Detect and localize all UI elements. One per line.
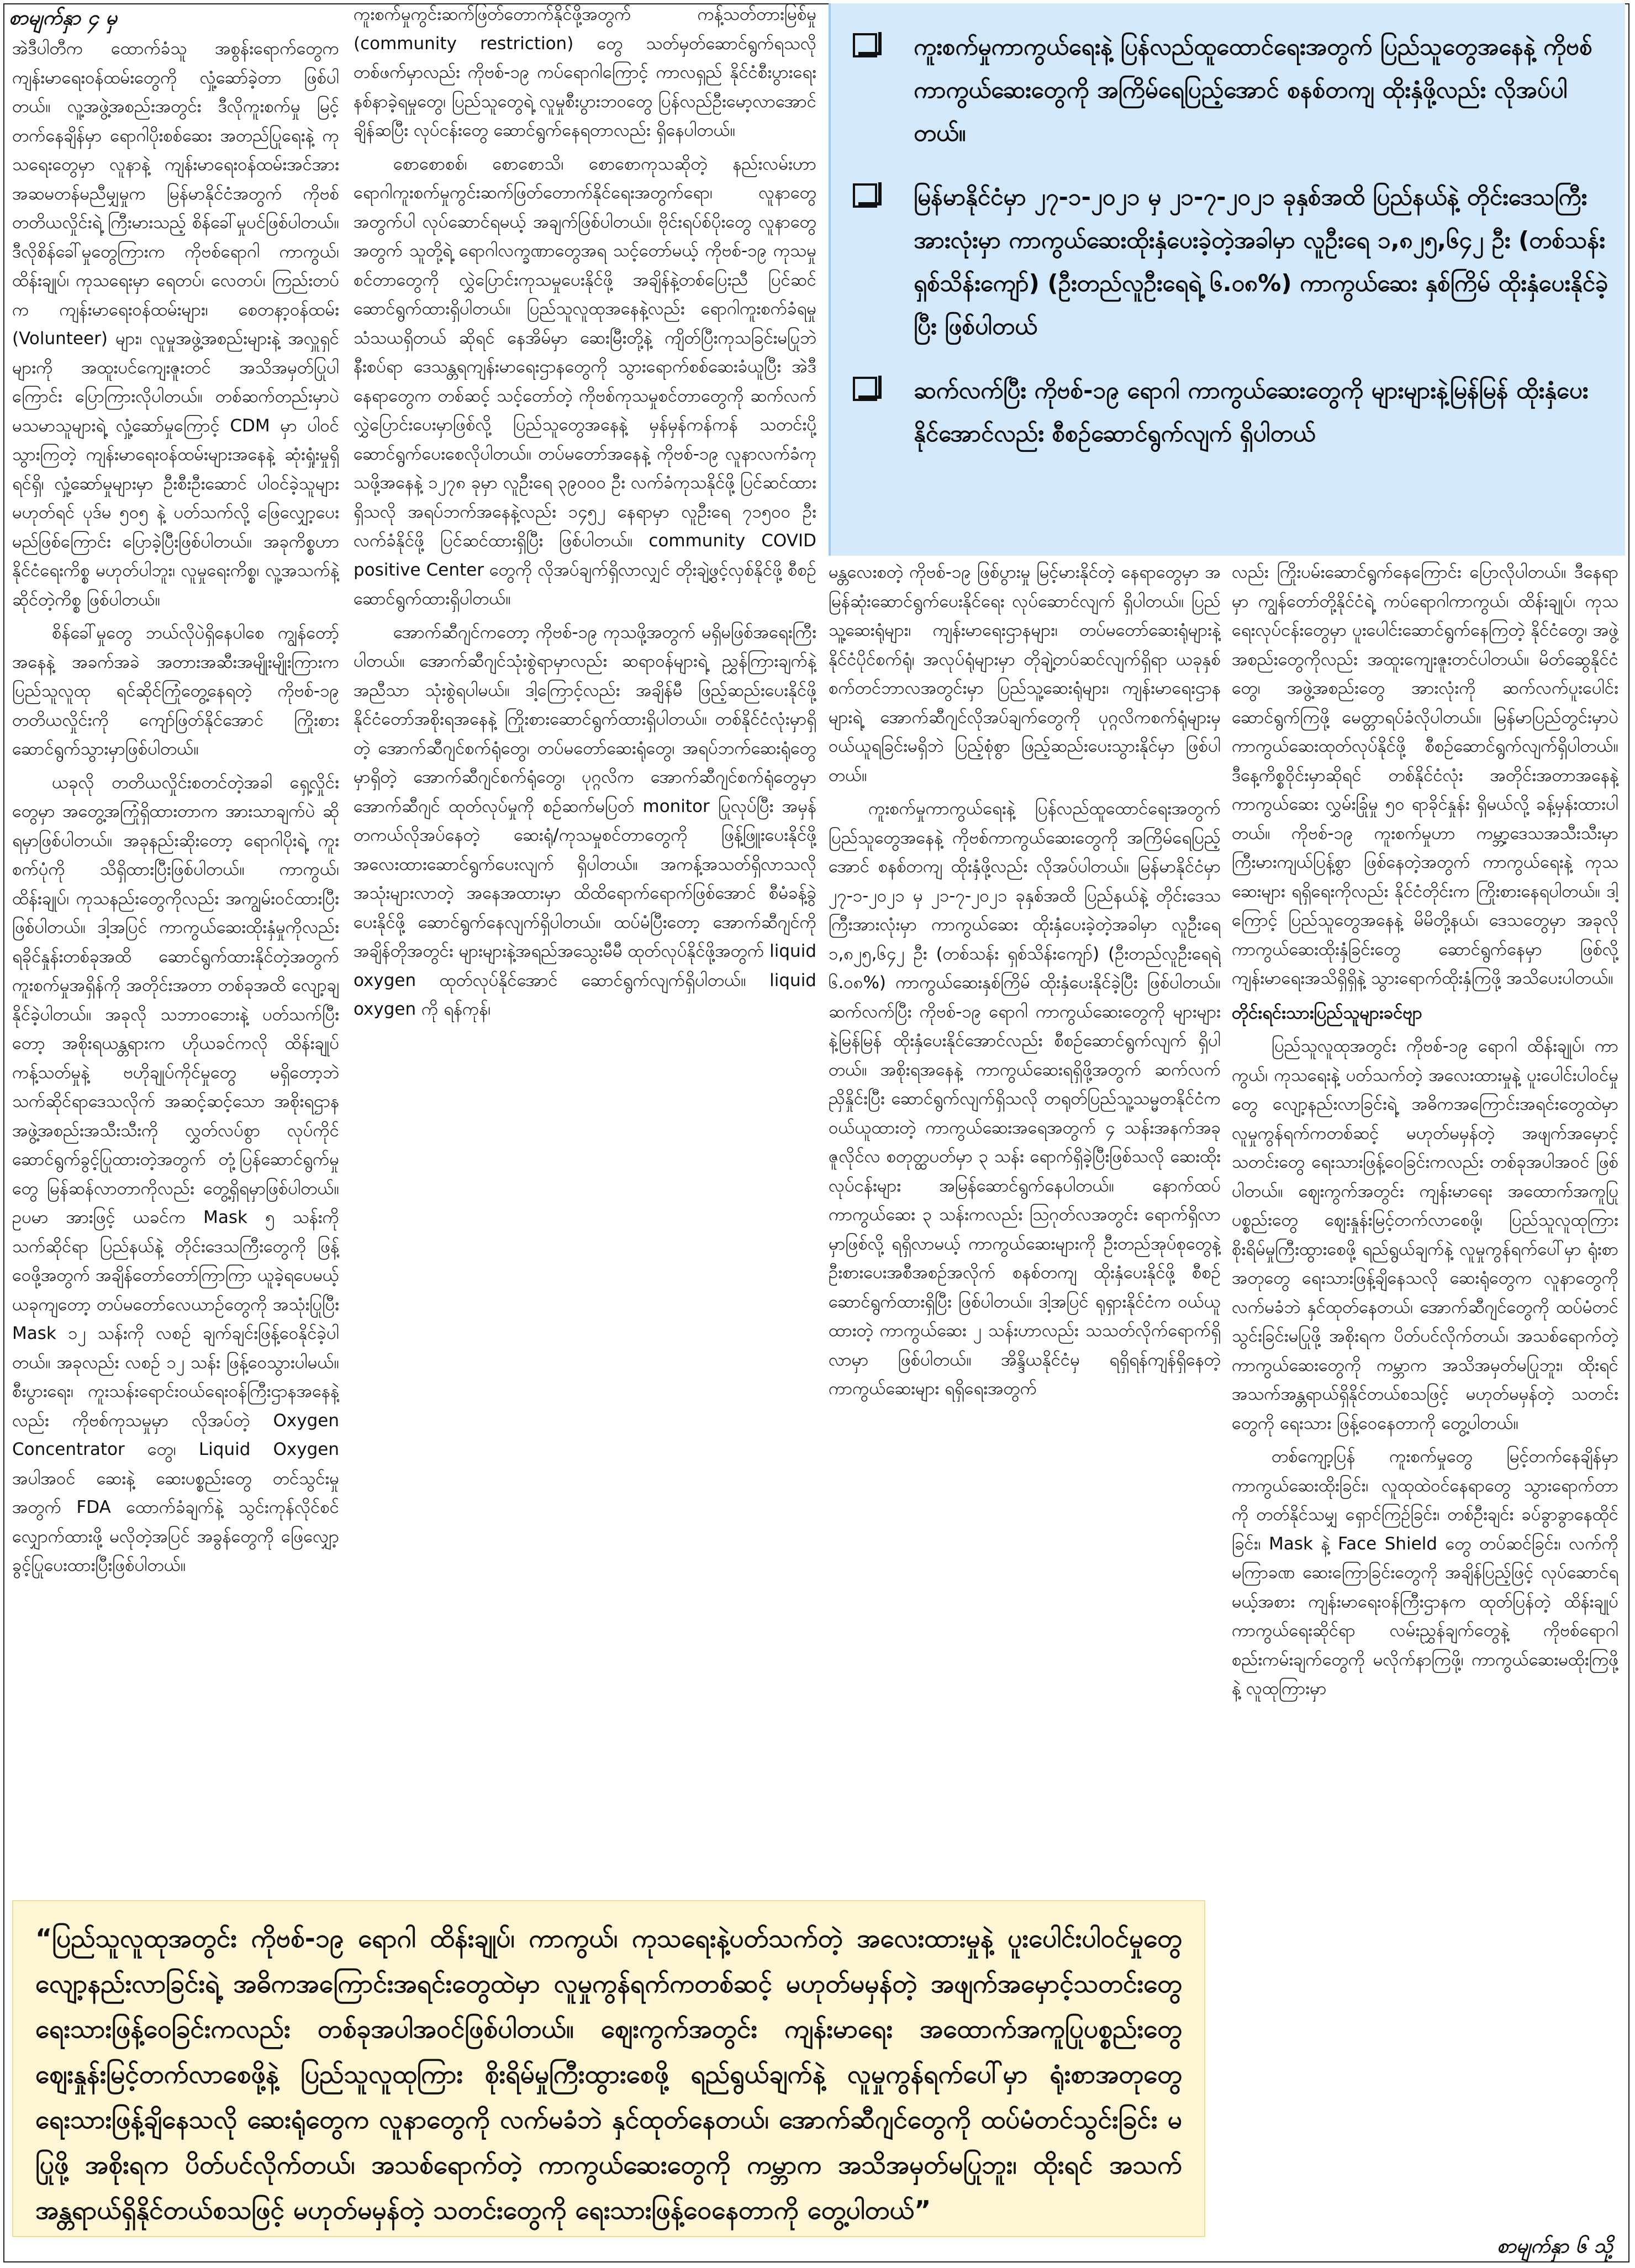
checkbox-icon: [853, 183, 877, 208]
highlight-item: [847, 25, 1608, 155]
page-ref-bottom: စာမျက်နှာ ၆ သို့: [1496, 2235, 1613, 2258]
paragraph: အဲဒီပါတီက ထောက်ခံသူ အစွန်းရောက်တွေက ကျန်းမာရေးဝန်ထမ်းတွေကို လှုံ့ဆော်ခဲ့တာ ဖြစ်ပါတယ်။ လူ့အဖွဲ့အစည်းအတွင်း ဒီလိုကူးစက်မှု မြင့်တက်နေချိန်မှာ ရောဂါပိုးစစ်ဆေး အတည်ပြုရေးနဲ့ ကုသရေးတွေမှာ လူနာနဲ့ ကျန်းမာရေးဝန်ထမ်းအင်အား အဆမတန်မညီမျှမှုက မြန်မာနိုင်ငံအတွက် ကိုဗစ်တတိယလှိုင်းရဲ့ ကြီးမားသည့် စိန်ခေါ်မှုပင်ဖြစ်ပါတယ်။ ဒီလိုစိန်ခေါ်မှုတွေကြားက ကိုဗစ်ရောဂါ ကာကွယ်၊ ထိန်းချုပ်၊ ကုသရေးမှာ ရေတပ်၊ လေတပ်၊ ကြည်းတပ်က ကျန်းမာရေးဝန်ထမ်းများ၊ စေတနာ့ဝန်ထမ်း (Volunteer) များ၊ လူမှုအဖွဲ့အစည်းများနဲ့ အလှူရှင်များကို အထူးပင်ကျေးဇူးတင် အသိအမှတ်ပြုပါကြောင်း ပြောကြားလိုပါတယ်။ တစ်ဆက်တည်းမှာပဲ မသမာသူများရဲ့ လှုံ့ဆော်မှုကြောင့် CDM မှာ ပါဝင်သွားကြတဲ့ ကျန်းမာရေးဝန်ထမ်းများအနေနဲ့ ဆုံးရှုံးမှုရှိရင်ရှိ၊ လှုံ့ဆော်မှုများမှာ ဦးစီးဦးဆောင် ပါဝင်ခဲ့သူများမဟုတ်ရင် ပုဒ်မ ၅၀၅ နဲ့ ပတ်သက်လို့ ဖြေလျှော့ပေးမည်ဖြစ်ကြောင်း ပြောခဲ့ပြီးဖြစ်ပါတယ်။ အခုကိစ္စဟာ နိုင်ငံရေးကိစ္စ မဟုတ်ပါဘူး၊ လူမှုရေးကိစ္စ၊ လူ့အသက်နဲ့ ဆိုင်တဲ့ကိစ္စ ဖြစ်ပါတယ်။: [12, 39, 339, 610]
highlight-list: [847, 25, 1608, 455]
highlight-text: ဆက်လက်ပြီး ကိုဗစ်-၁၉ ရောဂါ ကာကွယ်ဆေးတွေကို များများနဲ့မြန်မြန် ထိုးနှံပေးနိုင်အောင်လည်း စီစဉ်ဆောင်ရွက်လျက် ရှိပါတယ်: [914, 377, 1589, 447]
pull-quote-text: “ပြည်သူလူထုအတွင်း ကိုဗစ်-၁၉ ရောဂါ ထိန်းချုပ်၊ ကာကွယ်၊ ကုသရေးနဲ့ပတ်သက်တဲ့ အလေးထားမှုနဲ့ ပူးပေါင်းပါဝင်မှုတွေ လျော့နည်းလာခြင်းရဲ့ အဓိကအကြောင်းအရင်းတွေထဲမှာ လူမှုကွန်ရက်ကတစ်ဆင့် မဟုတ်မမှန်တဲ့ အဖျက်အမှောင့်သတင်းတွေ ရေးသားဖြန့်ဝေခြင်းကလည်း တစ်ခုအပါအဝင်ဖြစ်ပါတယ်။ ဈေးကွက်အတွင်း ကျန်းမာရေး အထောက်အကူပြုပစ္စည်းတွေ ဈေးနှုန်းမြင့်တက်လာစေဖို့နဲ့ ပြည်သူလူထုကြား စိုးရိမ်မှုကြီးထွားစေဖို့ ရည်ရွယ်ချက်နဲ့ လူမှုကွန်ရက်ပေါ်မှာ ရုံးစာအတုတွေ ရေးသားဖြန့်ချိနေသလို ဆေးရုံတွေက လူနာတွေကို လက်မခံဘဲ နှင်ထုတ်နေတယ်၊ အောက်ဆီဂျင်တွေကို ထပ်မံတင်သွင်းခြင်း မပြုဖို့ အစိုးရက ပိတ်ပင်လိုက်တယ်၊ အသစ်ရောက်တဲ့ ကာကွယ်ဆေးတွေကို ကမ္ဘာက အသိအမှတ်မပြုဘူး၊ ထိုးရင် အသက်အန္တရာယ်ရှိနိုင်တယ်စသဖြင့် မဟုတ်မမှန်တဲ့ သတင်းတွေကို ရေးသားဖြန့်ဝေနေတာကို တွေ့ပါတယ်”: [35, 1923, 1182, 2225]
column-1: [12, 34, 339, 1901]
highlight-item: [847, 176, 1608, 348]
paragraph: လည်း ကြိုးပမ်းဆောင်ရွက်နေကြောင်း ပြောလိုပါတယ်။ ဒီနေရာမှာ ကျွန်တော်တို့နိုင်ငံရဲ့ ကပ်ရောဂါကာကွယ်၊ ထိန်းချုပ်၊ ကုသရေးလုပ်ငန်းတွေမှာ ပူးပေါင်းဆောင်ရွက်နေကြတဲ့ နိုင်ငံတွေ၊ အဖွဲ့အစည်းတွေကိုလည်း အထူးကျေးဇူးတင်ပါတယ်။ မိတ်ဆွေနိုင်ငံတွေ၊ အဖွဲ့အစည်းတွေ အားလုံးကို ဆက်လက်ပူးပေါင်းဆောင်ရွက်ကြဖို့ မေတ္တာရပ်ခံလိုပါတယ်။ မြန်မာပြည်တွင်းမှာပဲ ကာကွယ်ဆေးထုတ်လုပ်နိုင်ဖို့ စီစဉ်ဆောင်ရွက်လျက်ရှိပါတယ်။ ဒီနေ့ကိစ္စဝိုင်းမှာဆိုရင် တစ်နိုင်ငံလုံး အတိုင်းအတာအနေနဲ့ ကာကွယ်ဆေး လွှမ်းခြုံမှု ၅၀ ရာခိုင်နှုန်း ရှိမယ်လို့ ခန့်မှန်းထားပါတယ်။ ကိုဗစ်-၁၉ ကူးစက်မှုဟာ ကမ္ဘာ့ဒေသအသီးသီးမှာ ကြီးမားကျယ်ပြန့်စွာ ဖြစ်နေတဲ့အတွက် ကာကွယ်ရေးနဲ့ ကုသဆေးများ ရရှိရေးကိုလည်း နိုင်ငံတိုင်းက ကြိုးစားနေရပါတယ်။ ဒါ့ကြောင့် ပြည်သူတွေအနေနဲ့ မိမိတို့နယ်၊ ဒေသတွေမှာ အခုလိုကာကွယ်ဆေးထိုးနှံခြင်းတွေ ဆောင်ရွက်နေမှာ ဖြစ်လို့ ကျန်းမာရေးအသိရှိရှိနဲ့ သွားရောက်ထိုးနှံကြဖို့ အသိပေးပါတယ်။: [1232, 562, 1618, 988]
pull-quote: [12, 1900, 1205, 2237]
paragraph: ကူးစက်မှုကွင်းဆက်ဖြတ်တောက်နိုင်ဖို့အတွက် ကန့်သတ်တားမြစ်မှု (community restriction) တွေ သတ်မှတ်ဆောင်ရွက်ရသလို တစ်ဖက်မှာလည်း ကိုဗစ်-၁၉ ကပ်ရောဂါကြောင့် ကာလရှည် နိုင်ငံစီးပွားရေးနစ်နာခဲ့ရမှုတွေ၊ ပြည်သူတွေရဲ့ လူမှုစီးပွားဘဝတွေ ပြန်လည်ဦးမော့လာအောင် ချိန်ဆပြီး လုပ်ငန်းတွေ ဆောင်ရွက်နေရတာလည်း ရှိနေပါတယ်။: [354, 4, 816, 140]
highlight-text: ကူးစက်မှုကာကွယ်ရေးနဲ့ ပြန်လည်ထူထောင်ရေးအတွက် ပြည်သူတွေအနေနဲ့ ကိုဗစ်ကာကွယ်ဆေးတွေကို အကြိမ်ရေပြည့်အောင် စနစ်တကျ ထိုးနှံဖို့လည်း လိုအပ်ပါတယ်။: [914, 33, 1592, 146]
column-3: [829, 558, 1221, 1906]
paragraph: စောစောစစ်၊ စောစောသိ၊ စောစောကုသဆိုတဲ့ နည်းလမ်းဟာ ရောဂါကူးစက်မှုကွင်းဆက်ဖြတ်တောက်နိုင်ရေးအတွက်ရော၊ လူနာတွေအတွက်ပါ လုပ်ဆောင်ရမယ့် အချက်ဖြစ်ပါတယ်။ ဗိုင်းရပ်စ်ပိုးတွေ လူနာတွေအတွက် သူတို့ရဲ့ ရောဂါလက္ခဏာတွေအရ သင့်တော်မယ့် ကိုဗစ်-၁၉ ကုသမှုစင်တာတွေကို လွှဲပြောင်းကုသမှုပေးနိုင်ဖို့ အချိန်နဲ့တစ်ပြေးညီ ပြင်ဆင်ဆောင်ရွက်ထားရှိပါတယ်။ ပြည်သူလူထုအနေနဲ့လည်း ရောဂါကူးစက်ခံရမှုသံသယရှိတယ် ဆိုရင် နေအိမ်မှာ ဆေးမြီးတို့နဲ့ ကျိတ်ပြီးကုသခြင်းမပြုဘဲ နီးစပ်ရာ ဒေသန္တရကျန်းမာရေးဌာနတွေကို သွားရောက်စစ်ဆေးခံယူပြီး အဲဒီနေရာတွေက တစ်ဆင့် သင့်တော်တဲ့ ကိုဗစ်ကုသမှုစင်တာတွေကို ဆက်လက်လွှဲပြောင်းပေးမှာဖြစ်လို့ ပြည်သူတွေအနေနဲ့ မှန်မှန်ကန်ကန် သတင်းပို့ဆောင်ရွက်ပေးစေလိုပါတယ်။ တပ်မတော်အနေနဲ့ ကိုဗစ်-၁၉ လူနာလက်ခံကုသဖို့အနေနဲ့ ၁၂၇၈ ခုမှာ လူဦးရေ ၃၉၀၀၀ ဦး လက်ခံကုသနိုင်ဖို့ ပြင်ဆင်ထားရှိသလို အရပ်ဘက်အနေနဲ့လည်း ၁၄၅၂ နေရာမှာ လူဦးရေ ၇၁၅၀၀ ဦး လက်ခံနိုင်ဖို့ ပြင်ဆင်ထားရှိပြီး ဖြစ်ပါတယ်။ community COVID positive Center တွေကို လိုအပ်ချက်ရှိလာလျှင် တိုးချဲ့ဖွင့်လှစ်နိုင်ဖို့ စီစဉ်ဆောင်ရွက်ထားရှိပါတယ်။: [354, 154, 816, 609]
paragraph: ပြည်သူလူထုအတွင်း ကိုဗစ်-၁၉ ရောဂါ ထိန်းချုပ်၊ ကာကွယ်၊ ကုသရေးနဲ့ ပတ်သက်တဲ့ အလေးထားမှုနဲ့ ပူးပေါင်းပါဝင်မှုတွေ လျော့နည်းလာခြင်းရဲ့ အဓိကအကြောင်းအရင်းတွေထဲမှာ လူမှုကွန်ရက်ကတစ်ဆင့် မဟုတ်မမှန်တဲ့ အဖျက်အမှောင့်သတင်းတွေ ရေးသားဖြန့်ဝေခြင်းကလည်း တစ်ခုအပါအဝင် ဖြစ်ပါတယ်။ ဈေးကွက်အတွင်း ကျန်းမာရေး အထောက်အကူပြုပစ္စည်းတွေ ဈေးနှုန်းမြင့်တက်လာစေဖို့၊ ပြည်သူလူထုကြား စိုးရိမ်မှုကြီးထွားစေဖို့ ရည်ရွယ်ချက်နဲ့ လူမှုကွန်ရက်ပေါ်မှာ ရုံးစာအတုတွေ ရေးသားဖြန့်ချိနေသလို ဆေးရုံတွေက လူနာတွေကို လက်မခံဘဲ နှင်ထုတ်နေတယ်၊ အောက်ဆီဂျင်တွေကို ထပ်မံတင်သွင်းခြင်းမပြုဖို့ အစိုးရက ပိတ်ပင်လိုက်တယ်၊ အသစ်ရောက်တဲ့ ကာကွယ်ဆေးတွေကို ကမ္ဘာက အသိအမှတ်မပြုဘူး၊ ထိုးရင် အသက်အန္တရာယ်ရှိနိုင်တယ်စသဖြင့် မဟုတ်မမှန်တဲ့ သတင်းတွေကို ရေးသား ဖြန့်ဝေနေတာကို တွေ့ပါတယ်။: [1232, 1036, 1618, 1433]
highlight-box: [829, 3, 1625, 556]
paragraph: စိန်ခေါ်မှုတွေ ဘယ်လိုပဲရှိနေပါစေ ကျွန်တော့်အနေနဲ့ အခက်အခဲ အတားအဆီးအမျိုးမျိုးကြားက ပြည်သူလူထု ရင်ဆိုင်ကြုံတွေ့နေရတဲ့ ကိုဗစ်-၁၉ တတိယလှိုင်းကို ကျော်ဖြတ်နိုင်အောင် ကြိုးစားဆောင်ရွက်သွားမှာဖြစ်ပါတယ်။: [12, 623, 339, 759]
checkbox-icon: [853, 377, 877, 401]
paragraph: တစ်ကျော့ပြန် ကူးစက်မှုတွေ မြင့်တက်နေချိန်မှာ ကာကွယ်ဆေးထိုးခြင်း၊ လူထုထဲဝင်နေရာတွေ သွားရောက်တာကို တတ်နိုင်သမျှ ရှောင်ကြဉ်ခြင်း၊ တစ်ဦးချင်း ခပ်ခွာခွာနေထိုင်ခြင်း၊ Mask နဲ့ Face Shield တွေ တပ်ဆင်ခြင်း၊ လက်ကို မကြာခဏ ဆေးကြောခြင်းတွေကို အချိန်ပြည့်ဖြင့် လုပ်ဆောင်ရမယ့်အစား ကျန်းမာရေးဝန်ကြီးဌာနက ထုတ်ပြန်တဲ့ ထိန်းချုပ်ကာကွယ်ရေးဆိုင်ရာ လမ်းညွှန်ချက်တွေနဲ့ ကိုဗစ်ရောဂါ စည်းကမ်းချက်တွေကို မလိုက်နာကြဖို့၊ ကာကွယ်ဆေးမထိုးကြဖို့နဲ့ လူထုကြားမှာ: [1232, 1447, 1618, 1699]
paragraph: ကူးစက်မှုကာကွယ်ရေးနဲ့ ပြန်လည်ထူထောင်ရေးအတွက် ပြည်သူတွေအနေနဲ့ ကိုဗစ်ကာကွယ်ဆေးတွေကို အကြိမ်ရေပြည့်အောင် စနစ်တကျ ထိုးနှံဖို့လည်း လိုအပ်ပါတယ်။ မြန်မာနိုင်ငံမှာ ၂၇-၁-၂၀၂၁ မှ ၂၁-၇-၂၀၂၁ ခုနှစ်အထိ ပြည်နယ်နဲ့ တိုင်းဒေသကြီးအားလုံးမှာ ကာကွယ်ဆေး ထိုးနှံပေးခဲ့တဲ့အခါမှာ လူဦးရေ ၁,၈၂၅,၆၄၂ ဦး (တစ်သန်း ရှစ်သိန်းကျော်) (ဦးတည်လူဦးရေရဲ့ ၆.၀၈%) ကာကွယ်ဆေးနှစ်ကြိမ် ထိုးနှံပေးနိုင်ခဲ့ပြီး ဖြစ်ပါတယ်။ ဆက်လက်ပြီး ကိုဗစ်-၁၉ ရောဂါ ကာကွယ်ဆေးတွေကို များများနဲ့မြန်မြန် ထိုးနှံပေးနိုင်အောင်လည်း စီစဉ်ဆောင်ရွက်လျက် ရှိပါတယ်။ အစိုးရအနေနဲ့ ကာကွယ်ဆေးရရှိဖို့အတွက် ဆက်လက် ညှိနှိုင်းပြီး ဆောင်ရွက်လျက်ရှိသလို တရုတ်ပြည်သူ့သမ္မတနိုင်ငံက ဝယ်ယူထားတဲ့ ကာကွယ်ဆေးအရေအတွက် ၄ သန်းအနက်အခု ဇူလိုင်လ စတုတ္ထပတ်မှာ ၃ သန်း ရောက်ရှိခဲ့ပြီးဖြစ်သလို ဆေးထိုးလုပ်ငန်းများ အမြန်ဆောင်ရွက်နေပါတယ်။ နောက်ထပ်ကာကွယ်ဆေး ၃ သန်းကလည်း ဩဂုတ်လအတွင်း ရောက်ရှိလာမှာဖြစ်လို့ ရရှိလာမယ့် ကာကွယ်ဆေးများကို ဦးတည်အုပ်စုတွေနဲ့ ဦးစားပေးအစီအစဉ်အလိုက် စနစ်တကျ ထိုးနှံပေးနိုင်ဖို့ စီစဉ်ဆောင်ရွက်ထားရှိပြီး ဖြစ်ပါတယ်။ ဒါ့အပြင် ရုရှားနိုင်ငံက ဝယ်ယူထားတဲ့ ကာကွယ်ဆေး ၂ သန်းဟာလည်း သသတ်လိုက်ရောက်ရှိလာမှာ ဖြစ်ပါတယ်။ အိန္ဒိယနိုင်ငံမှ ရရှိရန်ကျန်ရှိနေတဲ့ ကာကွယ်ဆေးများ ရရှိရေးအတွက်: [829, 799, 1221, 1399]
checkbox-icon: [853, 33, 877, 57]
section-subheading: တိုင်းရင်းသားပြည်သူများခင်ဗျာ: [1232, 1003, 1422, 1023]
highlight-item: [847, 369, 1608, 455]
column-4: [1232, 558, 1618, 2235]
paragraph: မန္တလေးစတဲ့ ကိုဗစ်-၁၉ ဖြစ်ပွားမှု မြင့်မားနိုင်တဲ့ နေရာတွေမှာ အမြန်ဆုံးဆောင်ရွက်ပေးနိုင်ရေး လုပ်ဆောင်လျက် ရှိပါတယ်။ ပြည်သူ့ဆေးရုံများ၊ ကျန်းမာရေးဌာနများ၊ တပ်မတော်ဆေးရုံများနဲ့ နိုင်ငံပိုင်စက်ရုံ၊ အလုပ်ရုံများမှာ တိုချဲ့တပ်ဆင်လျက်ရှိရာ ယခုနှစ် စက်တင်ဘာလအတွင်းမှာ ပြည်သူ့ဆေးရုံများ၊ ကျန်းမာရေးဌာနများရဲ့ အောက်ဆီဂျင်လိုအပ်ချက်တွေကို ပုဂ္ဂလိကစက်ရုံများမှ ဝယ်ယူရခြင်းမရှိဘဲ ပြည့်စုံစွာ ဖြည့်ဆည်းပေးသွားနိုင်မှာ ဖြစ်ပါတယ်။: [829, 562, 1221, 785]
paragraph: ယခုလို တတိယလှိုင်းစတင်တဲ့အခါ ရှေ့လှိုင်းတွေမှာ အတွေ့အကြုံရှိထားတာက အားသာချက်ပဲ ဆိုရမှာဖြစ်ပါတယ်။ အခုနည်းဆိုးတော့ ရောဂါပိုးရဲ့ ကူးစက်ပုံကို သိရှိထားပြီးဖြစ်ပါတယ်။ ကာကွယ်၊ ထိန်းချုပ်၊ ကုသနည်းတွေကိုလည်း အကျွမ်းဝင်ထားပြီး ဖြစ်ပါတယ်။ ဒါ့အပြင် ကာကွယ်ဆေးထိုးနှံမှုကိုလည်း ရခိုင်နှုန်းတစ်ခုအထိ ဆောင်ရွက်ထားနိုင်တဲ့အတွက် ကူးစက်မှုအရှိန်ကို အတိုင်းအတာ တစ်ခုအထိ လျော့ချနိုင်ခဲ့ပါတယ်။ အခုလို သဘာဝဘေးနဲ့ ပတ်သက်ပြီးတော့ အစိုးရယန္တရားက ဟိုယခင်ကလို ထိန်းချုပ်ကန့်သတ်မှုနဲ့ ဗဟိုချုပ်ကိုင်မှုတွေ မရှိတော့ဘဲ သက်ဆိုင်ရာဒေသလိုက် အဆင့်ဆင့်သော အစိုးရဌာနအဖွဲ့အစည်းအသီးသီးကို လွှတ်လပ်စွာ လုပ်ကိုင်ဆောင်ရွက်ခွင့်ပြုထားတဲ့အတွက် တုံ့ပြန်ဆောင်ရွက်မှုတွေ မြန်ဆန်လာတာကိုလည်း တွေ့ရှိရမှာဖြစ်ပါတယ်။ ဥပမာ အားဖြင့် ယခင်က Mask ၅ သန်းကို သက်ဆိုင်ရာ ပြည်နယ်နဲ့ တိုင်းဒေသကြီးတွေကို ဖြန့်ဝေဖို့အတွက် အချိန်တော်တော်ကြာကြာ ယူခဲ့ရပေမယ့် ယခုကျတော့ တပ်မတော်လေယာဉ်တွေကို အသုံးပြုပြီး Mask ၁၂ သန်းကို လစဉ် ချက်ချင်းဖြန့်ဝေနိုင်ခဲ့ပါတယ်။ အခုလည်း လစဉ် ၁၂ သန်း ဖြန့်ဝေသွားပါမယ်။ စီးပွားရေး၊ ကူးသန်းရောင်းဝယ်ရေးဝန်ကြီးဌာနအနေနဲ့လည်း ကိုဗစ်ကုသမှုမှာ လိုအပ်တဲ့ Oxygen Concentrator တွေ၊ Liquid Oxygen အပါအဝင် ဆေးနဲ့ ဆေးပစ္စည်းတွေ တင်သွင်းမှုအတွက် FDA ထောက်ခံချက်နဲ့ သွင်းကုန်လိုင်စင် လျှောက်ထားဖို့ မလိုတဲ့အပြင် အခွန်တွေကို ဖြေလျှော့ခွင့်ပြုပေးထားပြီးဖြစ်ပါတယ်။: [12, 772, 339, 1575]
paragraph: အောက်ဆီဂျင်ကတော့ ကိုဗစ်-၁၉ ကုသဖို့အတွက် မရှိမဖြစ်အရေးကြီးပါတယ်။ အောက်ဆီဂျင်သုံးစွဲရာမှာလည်း ဆရာဝန်များရဲ့ ညွှန်ကြားချက်နဲ့ အညီသာ သုံးစွဲရပါမယ်။ ဒါ့ကြောင့်လည်း အချိန်မီ ဖြည့်ဆည်းပေးနိုင်ဖို့ နိုင်ငံတော်အစိုးရအနေနဲ့ ကြိုးစားဆောင်ရွက်ထားရှိပါတယ်။ တစ်နိုင်ငံလုံးမှာရှိတဲ့ အောက်ဆီဂျင်စက်ရုံတွေ၊ တပ်မတော်ဆေးရုံတွေ၊ အရပ်ဘက်ဆေးရုံတွေမှာရှိတဲ့ အောက်ဆီဂျင်စက်ရုံတွေ၊ ပုဂ္ဂလိက အောက်ဆီဂျင်စက်ရုံတွေမှာ အောက်ဆီဂျင် ထုတ်လုပ်မှုကို စဉ်ဆက်မပြတ် monitor ပြုလုပ်ပြီး အမှန်တကယ်လိုအပ်နေတဲ့ ဆေးရုံ/ကုသမှုစင်တာတွေကို ဖြန့်ဖြူးပေးနိုင်ဖို့ အလေးထားဆောင်ရွက်ပေးလျက် ရှိပါတယ်။ အကန့်အသတ်ရှိလာသလို အသုံးများလာတဲ့ အနေအထားမှာ ထိထိရောက်ရောက်ဖြစ်အောင် စီမံခန့်ခွဲပေးနိုင်ဖို့ ဆောင်ရွက်နေလျက်ရှိပါတယ်။ ထပ်မံပြီးတော့ အောက်ဆီဂျင်ကို အချိန်တိုအတွင်း များများနဲ့အရည်အသွေးမီမီ ထုတ်လုပ်နိုင်ဖို့အတွက် liquid oxygen ထုတ်လုပ်နိုင်အောင် ဆောင်ရွက်လျက်ရှိပါတယ်။ liquid oxygen ကို ရန်ကုန်၊: [354, 622, 816, 1019]
highlight-text: မြန်မာနိုင်ငံမှာ ၂၇-၁-၂၀၂၁ မှ ၂၁-၇-၂၀၂၁ ခုနှစ်အထိ ပြည်နယ်နဲ့ တိုင်းဒေသကြီးအားလုံးမှာ ကာကွယ်ဆေးထိုးနှံပေးခဲ့တဲ့အခါမှာ လူဦးရေ ၁,၈၂၅,၆၄၂ ဦး (တစ်သန်း ရှစ်သိန်းကျော်) (ဦးတည်လူဦးရေရဲ့ ၆.၀၈%) ကာကွယ်ဆေး နှစ်ကြိမ် ထိုးနှံပေးနိုင်ခဲ့ပြီး ဖြစ်ပါတယ်: [914, 183, 1608, 340]
column-2: [354, 0, 816, 1895]
page-ref-top: စာမျက်နှာ ၄ မှ: [9, 7, 117, 29]
